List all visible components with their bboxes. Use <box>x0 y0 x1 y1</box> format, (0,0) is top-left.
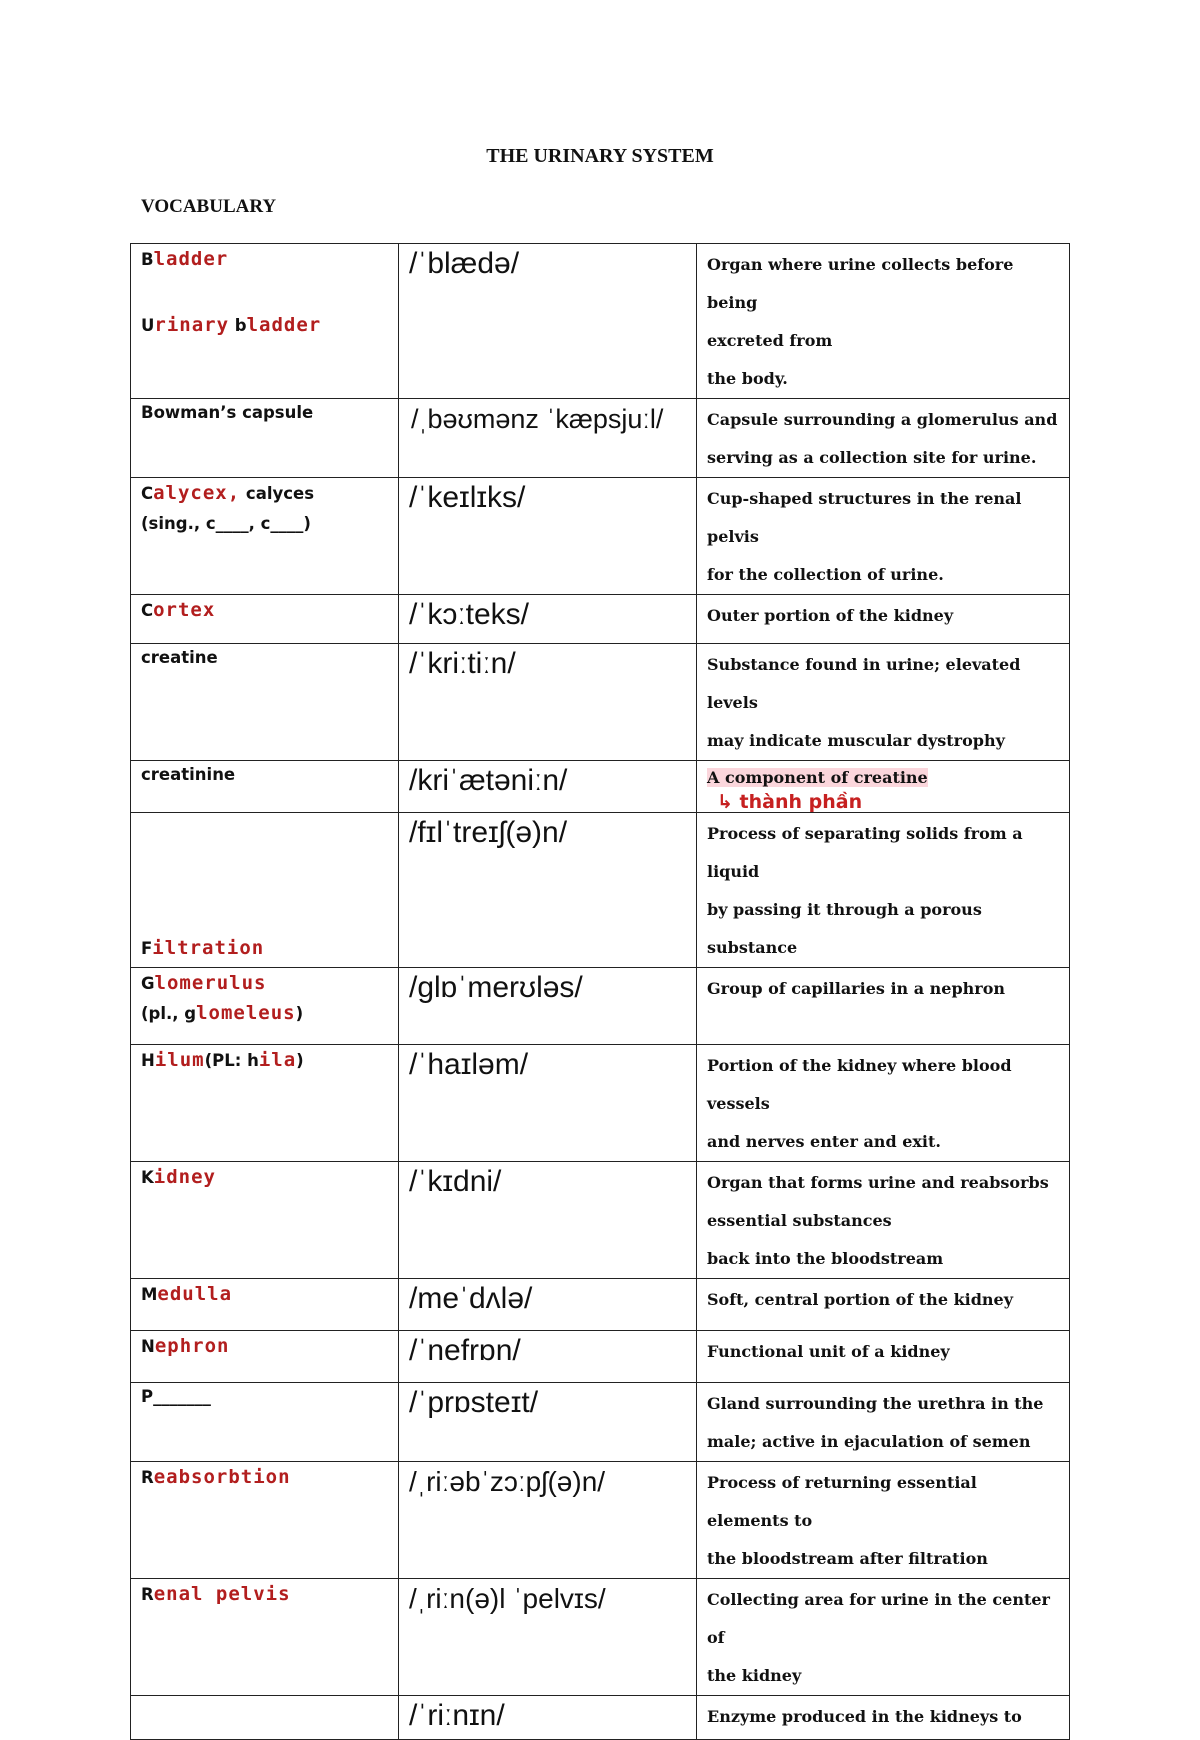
term-cell <box>131 761 399 813</box>
handwritten-term: idney <box>153 1166 216 1188</box>
handwritten-term: ephron <box>154 1335 230 1357</box>
term-cell <box>131 1045 399 1162</box>
term-plural-hint: (sing., c____, c____) <box>141 514 311 533</box>
handwritten-term: iltration <box>152 937 265 959</box>
definition-text: Group of capillaries in a nephron <box>707 979 1006 998</box>
pronunciation-cell <box>399 968 697 1045</box>
term-cell <box>131 644 399 761</box>
pronunciation-text: /meˈdʌlə/ <box>409 1282 533 1315</box>
pronunciation-text: /ˈnefrɒn/ <box>409 1334 521 1367</box>
term-cell <box>131 1279 399 1331</box>
term-cell <box>131 813 399 968</box>
definition-cell <box>697 399 1070 478</box>
definition-text: Substance found in urine; elevated levels <box>707 655 1021 712</box>
definition-text: the kidney <box>707 1666 802 1685</box>
definition-cell <box>697 644 1070 761</box>
definition-cell <box>697 968 1070 1045</box>
pronunciation-text: /ˈprɒsteɪt/ <box>409 1386 539 1419</box>
definition-cell <box>697 1331 1070 1383</box>
pronunciation-cell <box>399 1696 697 1740</box>
table-row <box>131 761 1070 813</box>
definition-text: Functional unit of a kidney <box>707 1342 950 1361</box>
table-row <box>131 1383 1070 1462</box>
definition-text: the body. <box>707 369 788 388</box>
term-cell <box>131 1331 399 1383</box>
term-text: C <box>141 484 154 503</box>
definition-text: by passing it through a porous substance <box>707 900 982 957</box>
term-text: P_______ <box>141 1387 211 1406</box>
definition-cell <box>697 1579 1070 1696</box>
term-text: R <box>141 1468 154 1487</box>
table-row <box>131 1462 1070 1579</box>
definition-cell <box>697 1383 1070 1462</box>
pronunciation-cell <box>399 595 697 644</box>
definition-cell <box>697 1279 1070 1331</box>
pronunciation-text: /ˈblædə/ <box>409 247 520 280</box>
term-text: creatine <box>141 648 218 667</box>
pronunciation-cell <box>399 1162 697 1279</box>
table-row <box>131 644 1070 761</box>
term-text: C <box>141 601 154 620</box>
term-cell <box>131 968 399 1045</box>
term-cell <box>131 1579 399 1696</box>
pronunciation-cell <box>399 1045 697 1162</box>
table-row <box>131 1331 1070 1383</box>
definition-cell <box>697 761 1070 813</box>
handwritten-term: alycex, <box>153 482 241 504</box>
pronunciation-cell <box>399 399 697 478</box>
definition-text: excreted from <box>707 331 833 350</box>
definition-cell <box>697 813 1070 968</box>
definition-text: Portion of the kidney where blood vessels <box>707 1056 1012 1113</box>
section-heading: VOCABULARY <box>141 196 277 217</box>
definition-cell <box>697 595 1070 644</box>
pronunciation-cell <box>399 644 697 761</box>
handwritten-term: ladder <box>153 248 229 270</box>
definition-cell <box>697 1696 1070 1740</box>
pronunciation-text: /ˈkeɪlɪks/ <box>409 481 526 514</box>
term-cell <box>131 244 399 399</box>
table-row <box>131 1696 1070 1740</box>
term-text: M <box>141 1285 158 1304</box>
pronunciation-cell <box>399 1383 697 1462</box>
handwritten-term: ila <box>258 1049 297 1071</box>
definition-text: male; active in ejaculation of semen <box>707 1432 1031 1451</box>
table-row <box>131 1162 1070 1279</box>
vocabulary-table <box>130 243 1070 1740</box>
handwritten-term: lomeleus <box>196 1002 296 1024</box>
definition-text: Organ where urine collects before being <box>707 255 1014 312</box>
definition-text: and nerves enter and exit. <box>707 1132 941 1151</box>
definition-text: Enzyme produced in the kidneys to <box>707 1707 1022 1726</box>
definition-cell <box>697 478 1070 595</box>
table-row <box>131 595 1070 644</box>
definition-text: Outer portion of the kidney <box>707 606 954 625</box>
pronunciation-cell <box>399 1462 697 1579</box>
definition-text: for the collection of urine. <box>707 565 944 584</box>
table-row <box>131 1579 1070 1696</box>
pronunciation-text: /ˈkɔːteks/ <box>409 598 530 631</box>
definition-text: Gland surrounding the urethra in the <box>707 1394 1044 1413</box>
pronunciation-text: /ˌriːəbˈzɔːpʃ(ə)n/ <box>409 1466 606 1497</box>
term-text: G <box>141 974 155 993</box>
term-cell <box>131 478 399 595</box>
table-row <box>131 244 1070 399</box>
table-row <box>131 1045 1070 1162</box>
pronunciation-text: /ˌbəʊmənz ˈkæpsjuːl/ <box>411 404 664 434</box>
definition-text <box>707 763 1061 793</box>
pronunciation-text: /ˈriːnɪn/ <box>409 1699 505 1732</box>
pronunciation-text: /ˌriːn(ə)l ˈpelvɪs/ <box>409 1583 606 1614</box>
handwritten-term: lomerulus <box>154 972 267 994</box>
pronunciation-cell <box>399 813 697 968</box>
handwritten-term: rinary <box>154 314 230 336</box>
definition-text: Collecting area for urine in the center of <box>707 1590 1050 1647</box>
term-text: (PL: h <box>204 1051 259 1070</box>
pronunciation-text: /ˈkɪdni/ <box>409 1165 502 1198</box>
page-title: THE URINARY SYSTEM <box>486 145 714 167</box>
handwritten-term: edulla <box>157 1283 233 1305</box>
pronunciation-cell <box>399 1579 697 1696</box>
table-row <box>131 399 1070 478</box>
definition-text: essential substances <box>707 1211 892 1230</box>
pronunciation-cell <box>399 1331 697 1383</box>
highlighted-text: A component of creatine <box>707 768 928 787</box>
pronunciation-cell <box>399 244 697 399</box>
definition-text: Cup-shaped structures in the renal pelvis <box>707 489 1022 546</box>
term-text: Bowman’s capsule <box>141 403 314 422</box>
term-text: B <box>141 250 154 269</box>
term-text: H <box>141 1051 155 1070</box>
term-cell <box>131 1696 399 1740</box>
definition-cell <box>697 244 1070 399</box>
pronunciation-text: /fɪlˈtreɪʃ(ə)n/ <box>409 816 568 849</box>
pronunciation-text: /ˈhaɪləm/ <box>409 1048 529 1081</box>
definition-text: Process of separating solids from a liquid <box>707 824 1023 881</box>
term-text: ) <box>296 1051 304 1070</box>
definition-text: Organ that forms urine and reabsorbs <box>707 1173 1049 1192</box>
definition-cell <box>697 1045 1070 1162</box>
definition-cell <box>697 1162 1070 1279</box>
pronunciation-text: /ˈkriːtiːn/ <box>409 647 516 680</box>
table-row <box>131 813 1070 968</box>
term-text: creatinine <box>141 765 236 784</box>
definition-text: the bloodstream after filtration <box>707 1549 988 1568</box>
handwritten-note: ↳ thành phần <box>717 791 863 813</box>
definition-text: Soft, central portion of the kidney <box>707 1290 1014 1309</box>
definition-text: back into the bloodstream <box>707 1249 944 1268</box>
pronunciation-cell <box>399 478 697 595</box>
table-row <box>131 1279 1070 1331</box>
pronunciation-cell <box>399 1279 697 1331</box>
table-row <box>131 478 1070 595</box>
term-text: (pl., g <box>141 1004 197 1023</box>
term-text: ) <box>295 1004 304 1023</box>
handwritten-term: eabsorbtion <box>153 1466 291 1488</box>
term-text: U <box>141 316 155 335</box>
pronunciation-cell <box>399 761 697 813</box>
term-text: calyces <box>240 484 315 503</box>
term-text: K <box>141 1168 154 1187</box>
definition-text: serving as a collection site for urine. <box>707 448 1037 467</box>
term-text: F <box>141 939 153 958</box>
term-text: b <box>234 316 247 335</box>
term-cell <box>131 1462 399 1579</box>
pronunciation-text: /kriˈætəniːn/ <box>409 764 568 797</box>
pronunciation-text: /glɒˈmerʊləs/ <box>409 971 583 1004</box>
handwritten-term: ladder <box>246 314 322 336</box>
handwritten-term: ortex <box>153 599 216 621</box>
handwritten-term: enal pelvis <box>153 1583 291 1605</box>
term-cell <box>131 1162 399 1279</box>
term-text: N <box>141 1337 155 1356</box>
definition-text: may indicate muscular dystrophy <box>707 731 1005 750</box>
term-cell <box>131 399 399 478</box>
definition-text: Process of returning essential elements to <box>707 1473 977 1530</box>
term-text: R <box>141 1585 154 1604</box>
definition-cell <box>697 1462 1070 1579</box>
table-row <box>131 968 1070 1045</box>
handwritten-term: ilum <box>154 1049 205 1071</box>
term-cell <box>131 595 399 644</box>
definition-text: Capsule surrounding a glomerulus and <box>707 410 1058 429</box>
term-cell <box>131 1383 399 1462</box>
